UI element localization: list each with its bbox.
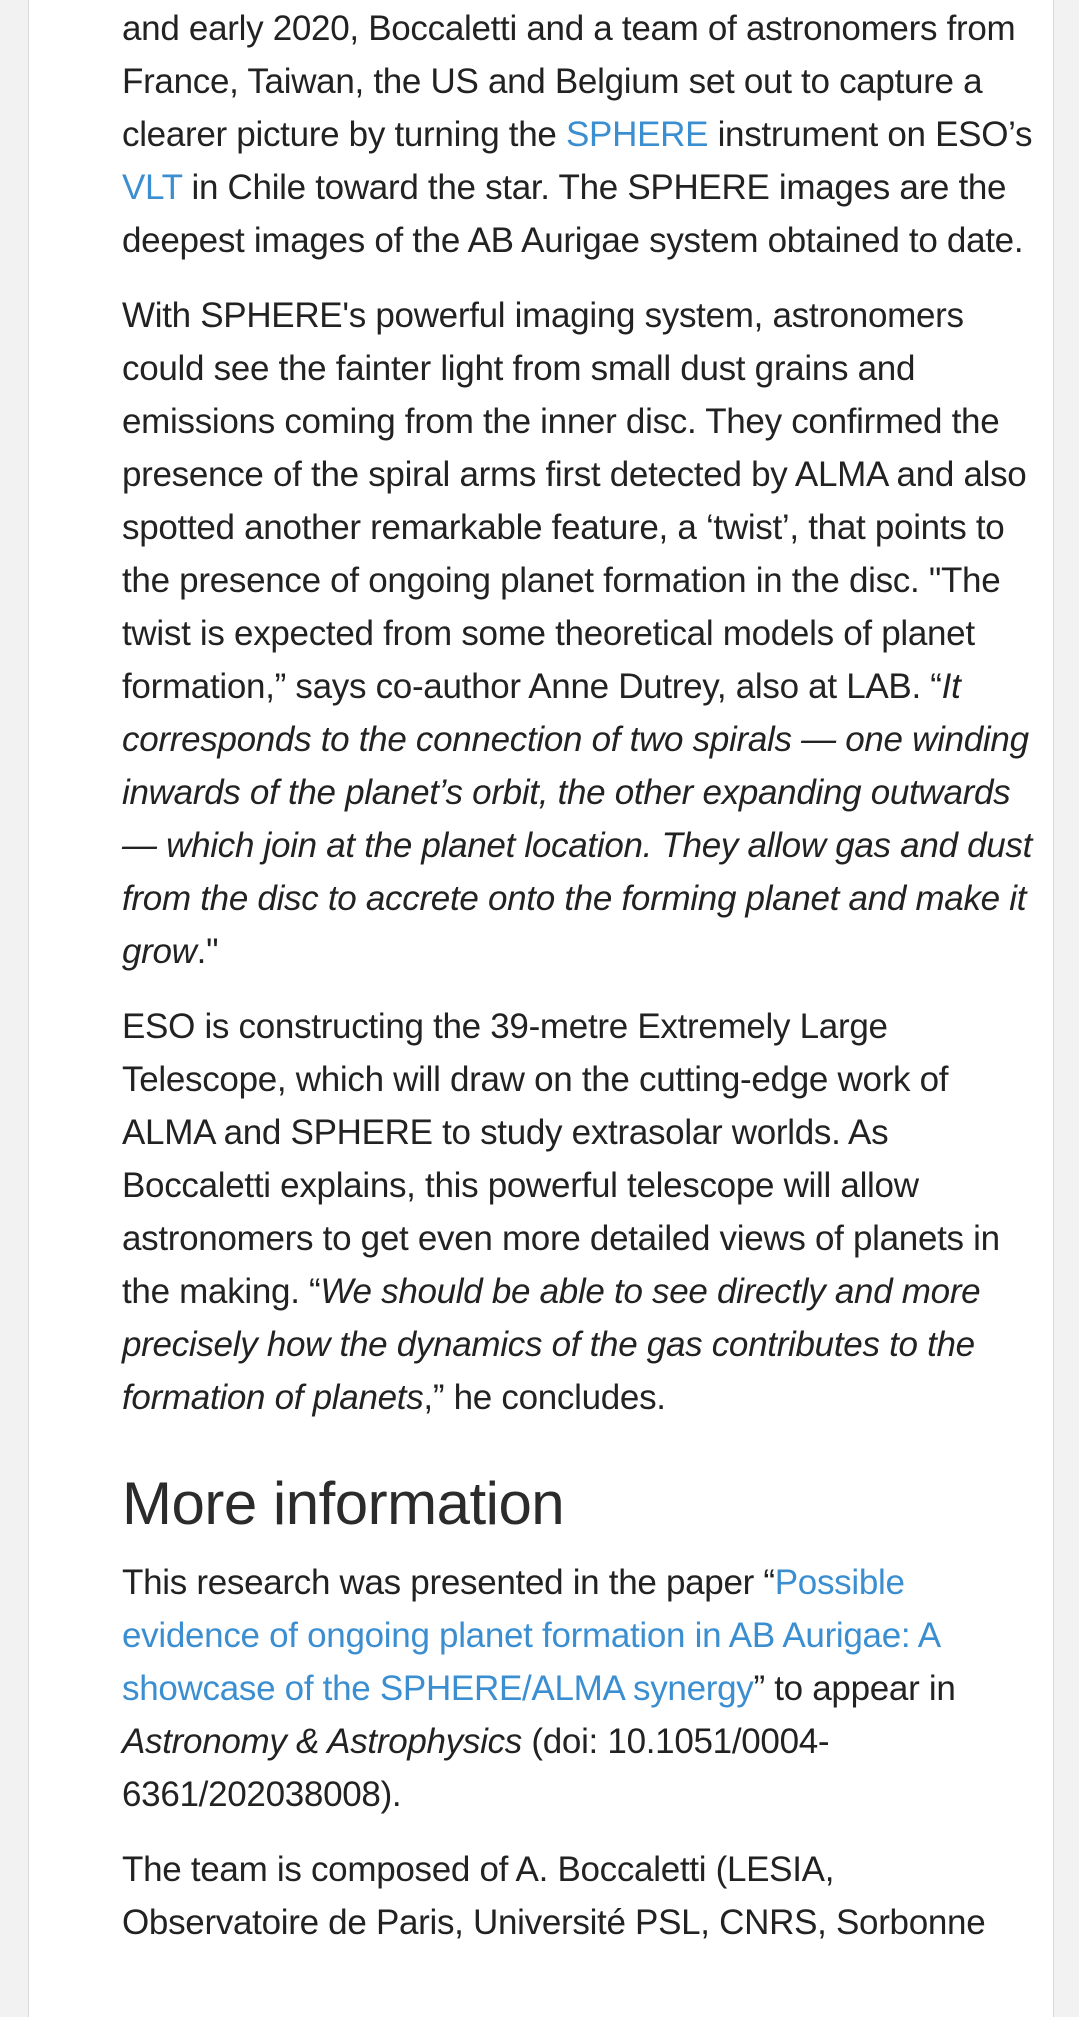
text-segment: (doi: 10.1051/0004-6361/202038008). bbox=[122, 1722, 830, 1814]
text-segment: in Chile toward the star. The SPHERE images are the deepest images of the AB Aurigae system obtained to date. bbox=[122, 168, 1024, 260]
text-segment: The team is composed of A. Boccaletti (LESIA, Observatoire de Paris, Université PSL, CNRS, Sorbonne bbox=[122, 1850, 986, 1942]
text-segment: This research was presented in the paper “ bbox=[122, 1563, 775, 1602]
journal-name: Astronomy & Astrophysics bbox=[122, 1722, 522, 1761]
vlt-link[interactable]: VLT bbox=[122, 168, 183, 207]
paragraph-sphere-observations bbox=[122, 2, 1037, 267]
paper-link[interactable]: Possible evidence of ongoing planet formation in AB Aurigae: A showcase of the SPHERE/ALMA synergy bbox=[122, 1563, 939, 1708]
text-segment: ." bbox=[196, 932, 219, 971]
paragraph-paper-reference bbox=[122, 1556, 1037, 1821]
quote-boccaletti: We should be able to see directly and more precisely how the dynamics of the gas contributes to the formation of planets bbox=[122, 1272, 981, 1417]
paragraph-elt bbox=[122, 1000, 1037, 1424]
text-segment: instrument on ESO’s bbox=[708, 115, 1033, 154]
article-body bbox=[122, 2, 1037, 1971]
text-segment: ESO is constructing the 39-metre Extremely Large Telescope, which will draw on the cutting-edge work of ALMA and SPHERE to study extrasolar worlds. As Boccaletti explains, this powerful telescope will allow astronomers to get even more detailed views of planets in the making. “ bbox=[122, 1007, 1000, 1311]
text-segment: With SPHERE's powerful imaging system, astronomers could see the fainter light from small dust grains and emissions coming from the inner disc. They confirmed the presence of the spiral arms first detected by ALMA and also spotted another remarkable feature, a ‘twist’, that points to the presence of ongoing planet formation in the disc. "The twist is expected from some theoretical models of planet formation,” says co-author Anne Dutrey, also at LAB. “ bbox=[122, 296, 1027, 706]
paragraph-twist-feature bbox=[122, 289, 1037, 978]
paragraph-team bbox=[122, 1843, 1037, 1949]
text-segment: ,” he concludes. bbox=[423, 1378, 666, 1417]
sphere-link[interactable]: SPHERE bbox=[566, 115, 709, 154]
more-information-heading: More information bbox=[122, 1470, 565, 1537]
text-segment: ” to appear in bbox=[753, 1669, 956, 1708]
quote-dutrey: It corresponds to the connection of two spirals — one winding inwards of the planet’s orbit, the other expanding outwards — which join at the planet location. They allow gas and dust from the disc to accrete onto the forming planet and make it grow bbox=[122, 667, 1033, 971]
article-card bbox=[28, 0, 1054, 2017]
text-segment: and early 2020, Boccaletti and a team of astronomers from France, Taiwan, the US and Belgium set out to capture a clearer picture by turning the bbox=[122, 9, 1016, 154]
